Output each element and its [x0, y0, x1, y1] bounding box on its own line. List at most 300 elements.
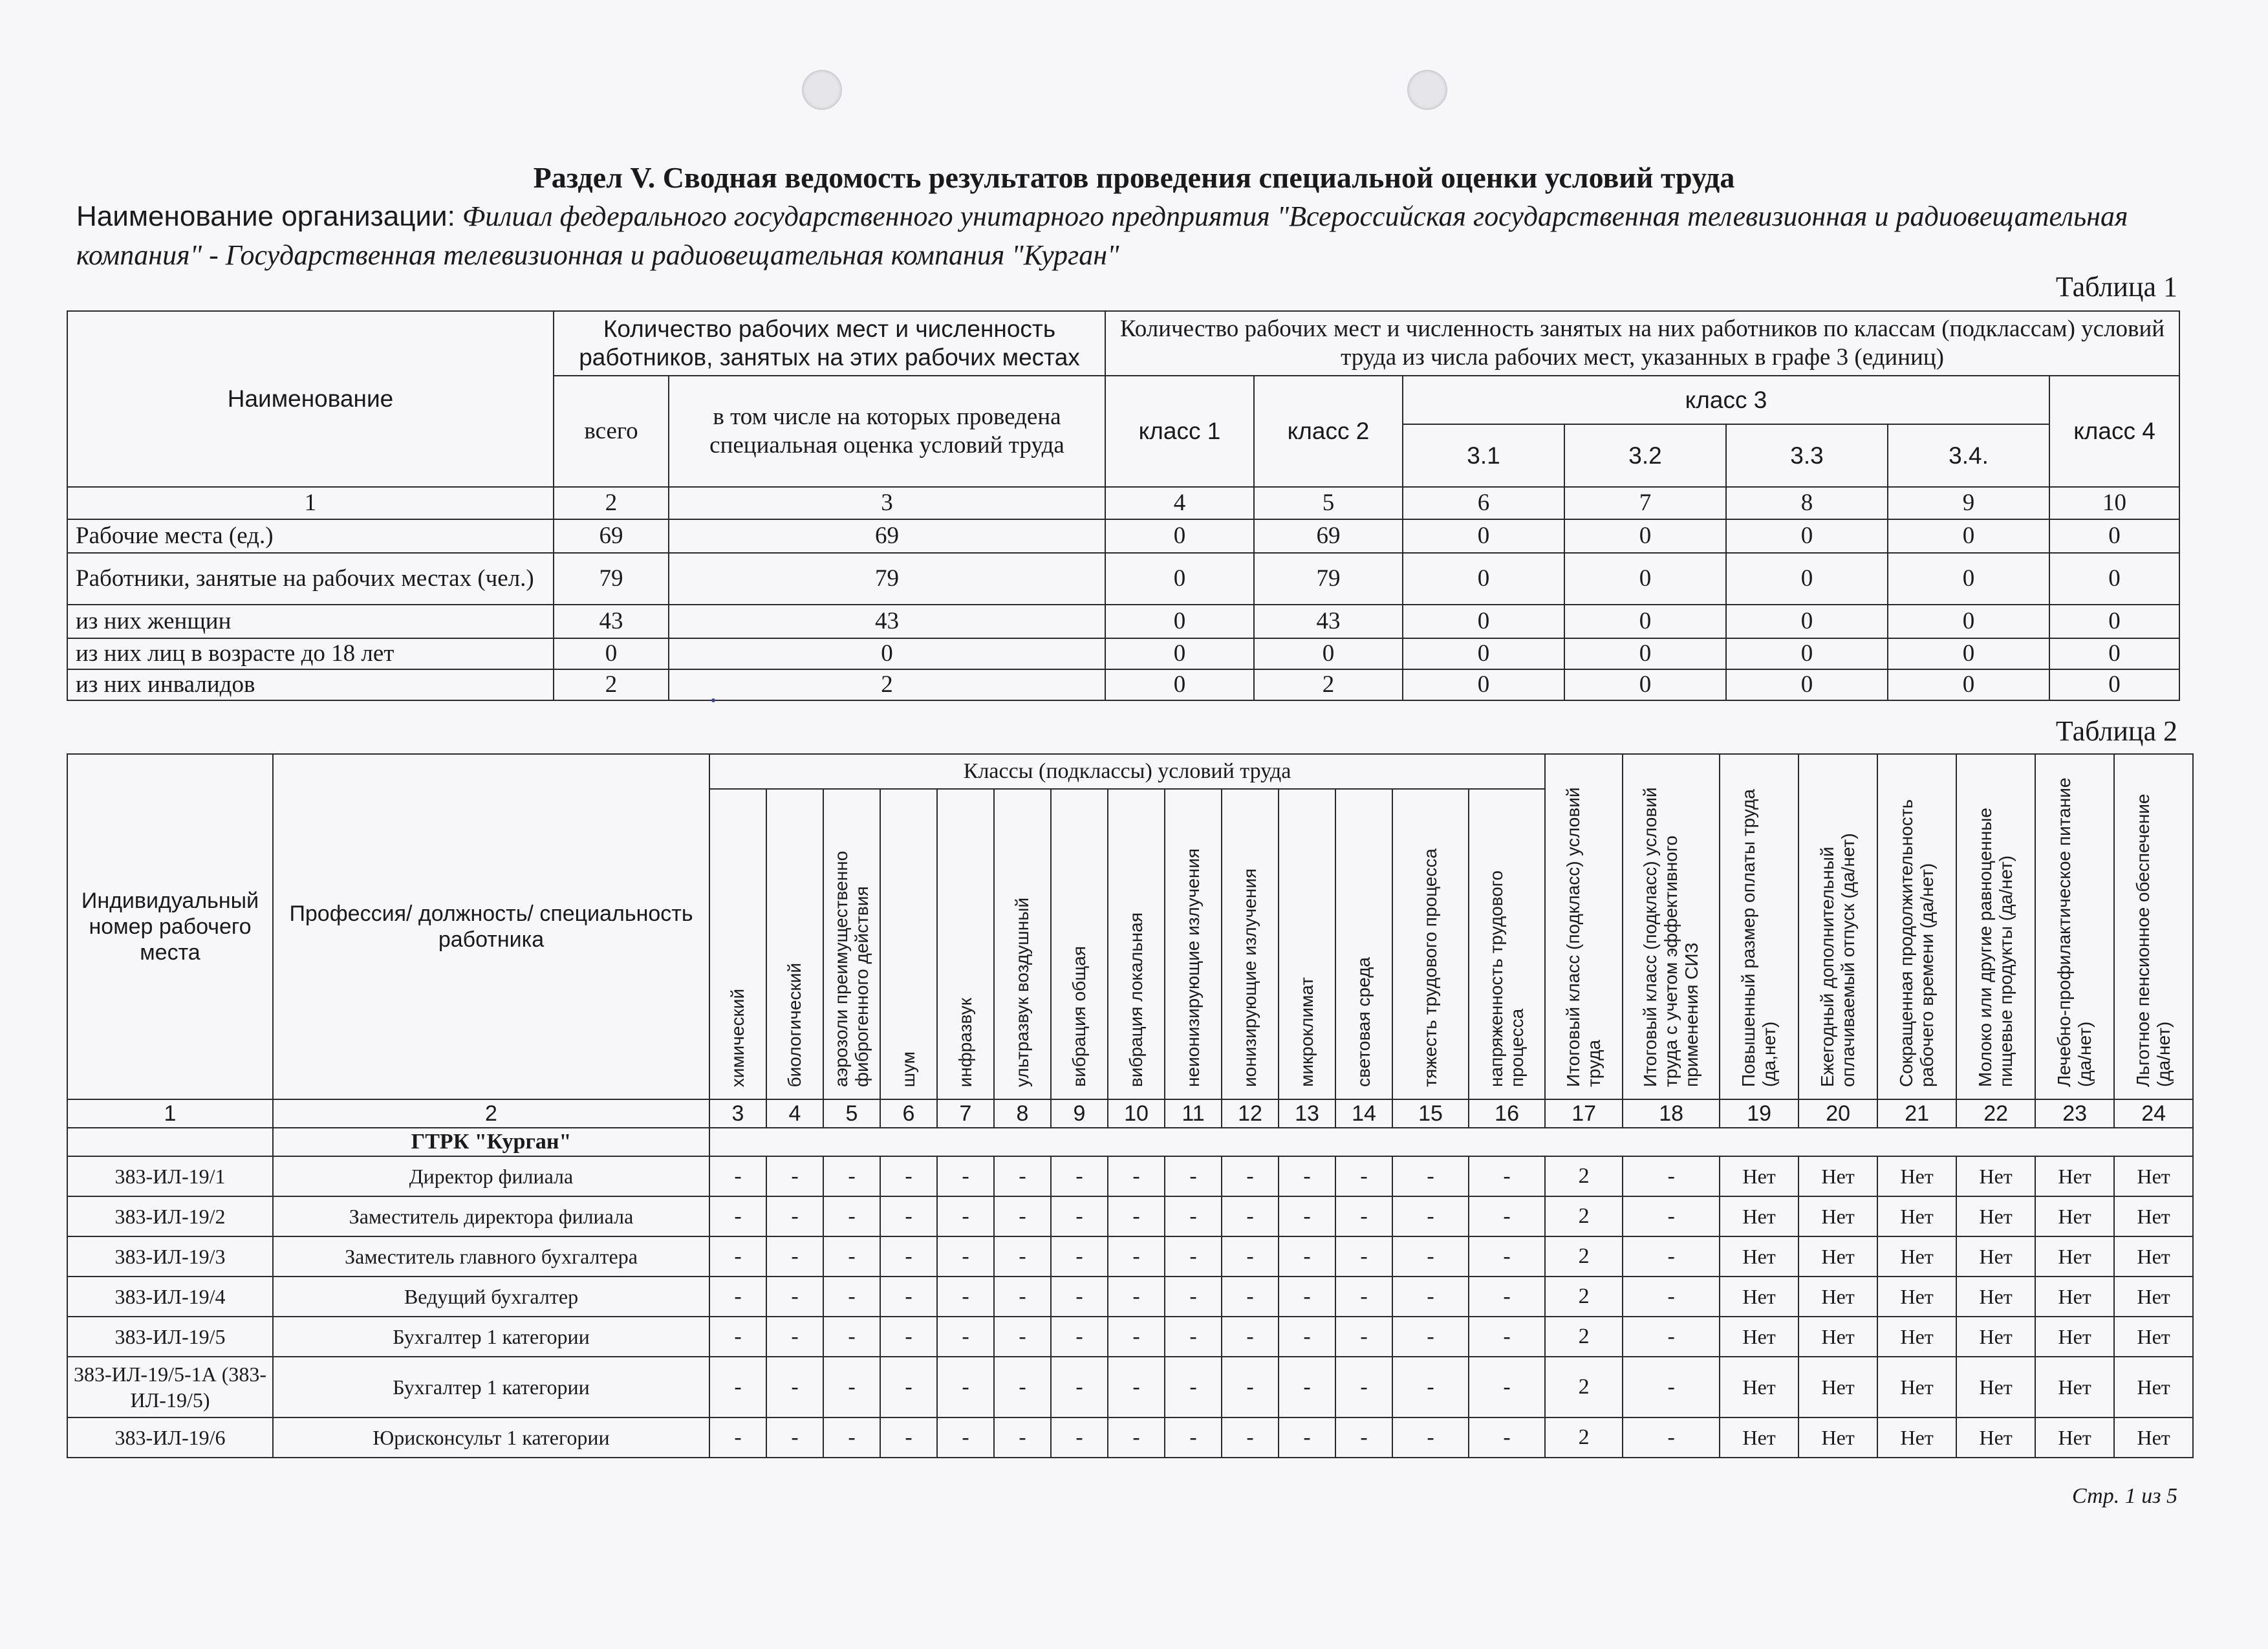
organization-name: Филиал федерального государственного унитарного предприятия "Всероссийская государственная телевизионная и радиовещательная компания" - Государственная телевизионная и радиовещательная компания "Курган" [76, 200, 2128, 271]
t2-factor-cell: - [880, 1277, 937, 1317]
t2-factor-cell: - [880, 1156, 937, 1196]
t2-guarantee-cell: Нет [1798, 1317, 1877, 1357]
t2-row-id: 383-ИЛ-19/5-1А (383-ИЛ-19/5) [67, 1357, 273, 1417]
t2-row-profession: Заместитель директора филиала [273, 1196, 709, 1236]
t2-factor-cell: - [880, 1357, 937, 1417]
t2-factor-cell: - [1335, 1236, 1392, 1277]
t2-factor-cell: - [1222, 1196, 1279, 1236]
t2-factor-cell: - [1165, 1277, 1222, 1317]
t2-guarantee-cell: Нет [1877, 1417, 1956, 1458]
t2-factor-cell: - [880, 1236, 937, 1277]
t1-cell: 0 [1403, 669, 1564, 700]
t2-guarantee-cell: Нет [1798, 1417, 1877, 1458]
t2-colnum: 1 [67, 1099, 273, 1128]
t2-header-factor-label: химический [728, 988, 748, 1087]
t2-factor-cell: - [823, 1417, 880, 1458]
summary-table [67, 310, 2180, 701]
t2-factor-cell: - [766, 1277, 823, 1317]
t2-row-profession: Заместитель главного бухгалтера [273, 1236, 709, 1277]
t2-guarantee-cell: Нет [1798, 1196, 1877, 1236]
t1-row [67, 553, 2179, 605]
t2-header-factor [1108, 789, 1165, 1099]
t2-factor-cell: - [1335, 1277, 1392, 1317]
t2-header-profession: Профессия/ должность/ специальность работника [273, 754, 709, 1099]
t2-factor-cell: - [880, 1196, 937, 1236]
t2-factor-cell: - [1222, 1417, 1279, 1458]
t2-factor-cell: - [709, 1357, 766, 1417]
t2-final-class: 2 [1545, 1357, 1623, 1417]
t2-row [67, 1417, 2193, 1458]
t2-guarantee-cell: Нет [1720, 1357, 1798, 1417]
t2-factor-cell: - [1392, 1196, 1469, 1236]
t2-header-id: Индивидуальный номер рабочего места [67, 754, 273, 1099]
t1-cell: 0 [1888, 605, 2049, 638]
t2-header-factor-label: инфразвук [955, 997, 975, 1087]
t2-factor-cell: - [994, 1357, 1051, 1417]
t2-header-factor [1279, 789, 1335, 1099]
t2-final-class-siz: - [1623, 1417, 1720, 1458]
t1-cell: 0 [1888, 519, 2049, 553]
t2-header-factor-label: аэрозоли преимущественно фиброгенного действия [831, 850, 872, 1087]
t2-factor-cell: - [880, 1417, 937, 1458]
t2-factor-cell: - [937, 1317, 994, 1357]
t1-cell: 0 [2049, 638, 2179, 669]
t2-factor-cell: - [1469, 1196, 1545, 1236]
t2-header-factor-label: шум [898, 1051, 918, 1087]
punch-hole-right [1407, 70, 1447, 110]
t1-cell: 0 [1726, 638, 1888, 669]
t2-header-factor-label: ультразвук воздушный [1012, 898, 1032, 1087]
t2-factor-cell: - [1051, 1317, 1108, 1357]
t2-guarantee-cell: Нет [1798, 1357, 1877, 1417]
t2-header-factor [1335, 789, 1392, 1099]
t2-guarantee-cell: Нет [2114, 1236, 2193, 1277]
t2-header-factor [1469, 789, 1545, 1099]
t2-factor-cell: - [709, 1196, 766, 1236]
t2-factor-cell: - [1222, 1236, 1279, 1277]
t1-cell: 0 [1105, 519, 1254, 553]
t1-cell: 0 [669, 638, 1105, 669]
t2-header-factor [1165, 789, 1222, 1099]
t2-factor-cell: - [1051, 1156, 1108, 1196]
t2-colnum: 18 [1623, 1099, 1720, 1128]
t1-row-name: из них лиц в возрасте до 18 лет [67, 638, 554, 669]
t2-row [67, 1156, 2193, 1196]
t1-cell: 0 [1403, 553, 1564, 605]
t2-factor-cell: - [766, 1417, 823, 1458]
t2-header-factor-label: микроклимат [1297, 977, 1317, 1087]
t2-final-class: 2 [1545, 1417, 1623, 1458]
t1-row-name: из них женщин [67, 605, 554, 638]
t2-row-id: 383-ИЛ-19/1 [67, 1156, 273, 1196]
t2-row-id: 383-ИЛ-19/4 [67, 1277, 273, 1317]
t1-cell: 79 [1254, 553, 1403, 605]
t2-guarantee-cell: Нет [1720, 1317, 1798, 1357]
t2-factor-cell: - [1335, 1357, 1392, 1417]
t2-factor-cell: - [1469, 1236, 1545, 1277]
t1-cell: 43 [669, 605, 1105, 638]
t2-factor-cell: - [1279, 1417, 1335, 1458]
t2-row [67, 1236, 2193, 1277]
t1-cell: 0 [2049, 519, 2179, 553]
t1-cell: 0 [554, 638, 669, 669]
t2-row [67, 1317, 2193, 1357]
t1-row-name: Работники, занятые на рабочих местах (чел.) [67, 553, 554, 605]
t2-factor-cell: - [994, 1317, 1051, 1357]
t2-colnum: 8 [994, 1099, 1051, 1128]
t2-final-class-siz: - [1623, 1236, 1720, 1277]
t2-final-class-siz: - [1623, 1317, 1720, 1357]
t1-cell: 0 [2049, 553, 2179, 605]
t2-factor-cell: - [994, 1236, 1051, 1277]
t2-guarantee-cell: Нет [1720, 1156, 1798, 1196]
t2-row-id: 383-ИЛ-19/6 [67, 1417, 273, 1458]
t1-colnum: 8 [1726, 487, 1888, 519]
t1-cell: 0 [1105, 553, 1254, 605]
t2-factor-cell: - [766, 1357, 823, 1417]
t2-colnum: 2 [273, 1099, 709, 1128]
t1-header-3-2: 3.2 [1564, 424, 1726, 487]
t1-cell: 0 [1888, 638, 2049, 669]
t2-header-extra [1877, 754, 1956, 1099]
t2-colnum: 10 [1108, 1099, 1165, 1128]
t2-final-class: 2 [1545, 1277, 1623, 1317]
t2-factor-cell: - [823, 1317, 880, 1357]
t1-cell: 79 [554, 553, 669, 605]
t2-factor-cell: - [1279, 1236, 1335, 1277]
t1-cell: 0 [1105, 605, 1254, 638]
t1-colnum: 2 [554, 487, 669, 519]
t2-factor-cell: - [766, 1156, 823, 1196]
t2-row-id: 383-ИЛ-19/2 [67, 1196, 273, 1236]
t1-header-3-1: 3.1 [1403, 424, 1564, 487]
t2-factor-cell: - [1392, 1236, 1469, 1277]
t2-factor-cell: - [1165, 1417, 1222, 1458]
t2-guarantee-cell: Нет [1956, 1156, 2035, 1196]
t2-guarantee-cell: Нет [1720, 1236, 1798, 1277]
t2-guarantee-cell: Нет [1877, 1317, 1956, 1357]
t2-header-extra [2114, 754, 2193, 1099]
t1-cell: 43 [1254, 605, 1403, 638]
section-title: Раздел V. Сводная ведомость результатов проведения специальной оценки условий труда [533, 161, 1735, 194]
t2-factor-cell: - [823, 1196, 880, 1236]
t1-cell: 0 [1105, 669, 1254, 700]
t2-factor-cell: - [1392, 1417, 1469, 1458]
t2-guarantee-cell: Нет [2035, 1277, 2114, 1317]
t1-cell: 2 [1254, 669, 1403, 700]
t1-header-classes: Количество рабочих мест и численность занятых на них работников по классам (подклассам) условий труда из числа рабочих мест, указанных в графе 3 (единиц) [1105, 311, 2179, 376]
t1-header-3-4: 3.4. [1888, 424, 2049, 487]
t2-header-extra [1720, 754, 1798, 1099]
t2-factor-cell: - [937, 1417, 994, 1458]
t2-factor-cell: - [709, 1156, 766, 1196]
t2-header-factor-label: тяжесть трудового процесса [1420, 848, 1440, 1087]
t1-colnum: 1 [67, 487, 554, 519]
t1-colnum: 6 [1403, 487, 1564, 519]
t2-factor-cell: - [1469, 1357, 1545, 1417]
t2-factor-cell: - [823, 1277, 880, 1317]
t2-factor-cell: - [1165, 1196, 1222, 1236]
t2-guarantee-cell: Нет [2114, 1196, 2193, 1236]
t2-header-factor [1051, 789, 1108, 1099]
t2-factor-cell: - [1108, 1196, 1165, 1236]
t1-cell: 0 [1564, 669, 1726, 700]
t2-factor-cell: - [709, 1317, 766, 1357]
t1-cell: 0 [1726, 553, 1888, 605]
t1-header-class4: класс 4 [2049, 376, 2179, 487]
t2-header-factor [880, 789, 937, 1099]
t1-cell: 0 [1105, 638, 1254, 669]
t2-header-factor-label: световая среда [1354, 957, 1374, 1087]
t2-row-profession: Директор филиала [273, 1156, 709, 1196]
t2-row-profession: Бухгалтер 1 категории [273, 1317, 709, 1357]
t2-group-row: ГТРК "Курган" [273, 1128, 709, 1156]
t1-row [67, 519, 2179, 553]
t2-guarantee-cell: Нет [2114, 1417, 2193, 1458]
t2-factor-cell: - [1392, 1357, 1469, 1417]
t2-factor-cell: - [1469, 1277, 1545, 1317]
t2-header-extra-label: Повышенный размер оплаты труда (да,нет) [1738, 789, 1780, 1087]
t2-guarantee-cell: Нет [1720, 1417, 1798, 1458]
t2-row [67, 1196, 2193, 1236]
t2-header-factor [994, 789, 1051, 1099]
t2-factor-cell: - [823, 1357, 880, 1417]
t2-colnum: 19 [1720, 1099, 1798, 1128]
t2-guarantee-cell: Нет [2035, 1417, 2114, 1458]
page-number: Стр. 1 из 5 [2072, 1484, 2177, 1508]
t2-guarantee-cell: Нет [2035, 1317, 2114, 1357]
t2-header-factor [823, 789, 880, 1099]
t2-header-extra [1545, 754, 1623, 1099]
t1-cell: 0 [1726, 605, 1888, 638]
t1-header-sout: в том числе на которых проведена специальная оценка условий труда [669, 376, 1105, 487]
t2-header-factor-label: напряженность трудового процесса [1486, 870, 1528, 1087]
t2-header-extra-label: Льготное пенсионное обеспечение (да/нет) [2133, 793, 2174, 1087]
t2-factor-cell: - [1051, 1277, 1108, 1317]
t2-final-class-siz: - [1623, 1156, 1720, 1196]
t2-factor-cell: - [1051, 1196, 1108, 1236]
t1-cell: 0 [1726, 669, 1888, 700]
t2-factor-cell: - [1335, 1156, 1392, 1196]
t2-factor-cell: - [1108, 1277, 1165, 1317]
t2-factor-cell: - [823, 1236, 880, 1277]
t2-guarantee-cell: Нет [1798, 1156, 1877, 1196]
t2-guarantee-cell: Нет [2035, 1156, 2114, 1196]
t2-factor-cell: - [994, 1417, 1051, 1458]
t2-guarantee-cell: Нет [1720, 1196, 1798, 1236]
t2-guarantee-cell: Нет [1956, 1196, 2035, 1236]
t1-cell: 79 [669, 553, 1105, 605]
t2-factor-cell: - [1392, 1277, 1469, 1317]
table1-caption: Таблица 1 [2055, 271, 2177, 303]
t2-header-classes: Классы (подклассы) условий труда [709, 754, 1545, 789]
t2-guarantee-cell: Нет [1720, 1277, 1798, 1317]
t2-colnum: 13 [1279, 1099, 1335, 1128]
t1-row-name: Рабочие места (ед.) [67, 519, 554, 553]
t2-guarantee-cell: Нет [1877, 1357, 1956, 1417]
t2-column-numbers [67, 1099, 2193, 1128]
t1-cell: 0 [1403, 605, 1564, 638]
t2-guarantee-cell: Нет [2035, 1357, 2114, 1417]
t1-colnum: 10 [2049, 487, 2179, 519]
t1-cell: 43 [554, 605, 669, 638]
t2-header-extra-label: Ежегодный дополнительный оплачиваемый отпуск (да/нет) [1817, 833, 1859, 1087]
t2-factor-cell: - [937, 1357, 994, 1417]
t2-guarantee-cell: Нет [1877, 1196, 1956, 1236]
t2-final-class-siz: - [1623, 1357, 1720, 1417]
t2-guarantee-cell: Нет [2114, 1277, 2193, 1317]
t1-colnum: 4 [1105, 487, 1254, 519]
t2-factor-cell: - [1222, 1317, 1279, 1357]
t2-colnum: 20 [1798, 1099, 1877, 1128]
t2-final-class-siz: - [1623, 1196, 1720, 1236]
workplaces-table [67, 753, 2194, 1458]
t1-header-class2: класс 2 [1254, 376, 1403, 487]
t2-guarantee-cell: Нет [1956, 1357, 2035, 1417]
t2-final-class: 2 [1545, 1236, 1623, 1277]
t2-header-factor [1392, 789, 1469, 1099]
organization-label: Наименование организации: [76, 200, 455, 232]
t1-row [67, 638, 2179, 669]
t1-cell: 0 [1564, 553, 1726, 605]
t2-header-extra [2035, 754, 2114, 1099]
t2-factor-cell: - [1108, 1156, 1165, 1196]
t1-cell: 0 [1254, 638, 1403, 669]
t2-factor-cell: - [709, 1236, 766, 1277]
t2-guarantee-cell: Нет [1798, 1236, 1877, 1277]
t2-colnum: 9 [1051, 1099, 1108, 1128]
t2-header-extra-label: Итоговый класс (подкласс) условий труда [1563, 787, 1604, 1087]
t1-cell: 0 [1564, 638, 1726, 669]
t2-factor-cell: - [766, 1317, 823, 1357]
t2-factor-cell: - [1279, 1196, 1335, 1236]
t2-factor-cell: - [1165, 1357, 1222, 1417]
t2-header-extra [1623, 754, 1720, 1099]
t2-factor-cell: - [1108, 1317, 1165, 1357]
t2-guarantee-cell: Нет [2035, 1196, 2114, 1236]
organization-line [76, 197, 2185, 275]
t2-colnum: 23 [2035, 1099, 2114, 1128]
t1-cell: 0 [1403, 638, 1564, 669]
t2-header-factor [937, 789, 994, 1099]
t1-cell: 0 [1888, 669, 2049, 700]
t2-colnum: 5 [823, 1099, 880, 1128]
t2-row [67, 1357, 2193, 1417]
t2-guarantee-cell: Нет [2114, 1357, 2193, 1417]
t2-colnum: 6 [880, 1099, 937, 1128]
t2-row-id: 383-ИЛ-19/3 [67, 1236, 273, 1277]
t1-header-count: Количество рабочих мест и численность работников, занятых на этих рабочих местах [554, 311, 1105, 376]
t2-colnum: 17 [1545, 1099, 1623, 1128]
t1-header-class1: класс 1 [1105, 376, 1254, 487]
t2-factor-cell: - [1279, 1357, 1335, 1417]
t2-header-extra [1798, 754, 1877, 1099]
t2-guarantee-cell: Нет [2114, 1156, 2193, 1196]
t2-factor-cell: - [709, 1417, 766, 1458]
t2-factor-cell: - [937, 1277, 994, 1317]
t2-factor-cell: - [1051, 1236, 1108, 1277]
t2-factor-cell: - [1279, 1156, 1335, 1196]
t2-header-extra-label: Молоко или другие равноценные пищевые продукты (да/нет) [1975, 808, 2016, 1087]
t2-header-factor-label: вибрация общая [1069, 946, 1089, 1087]
t2-final-class: 2 [1545, 1196, 1623, 1236]
t2-factor-cell: - [1051, 1417, 1108, 1458]
t2-factor-cell: - [1108, 1357, 1165, 1417]
t2-guarantee-cell: Нет [1877, 1277, 1956, 1317]
t2-final-class-siz: - [1623, 1277, 1720, 1317]
t2-factor-cell: - [1469, 1156, 1545, 1196]
t2-factor-cell: - [1222, 1357, 1279, 1417]
t1-header-3-3: 3.3 [1726, 424, 1888, 487]
t2-factor-cell: - [1165, 1236, 1222, 1277]
t2-factor-cell: - [1335, 1317, 1392, 1357]
t2-factor-cell: - [1051, 1357, 1108, 1417]
t2-colnum: 7 [937, 1099, 994, 1128]
t2-guarantee-cell: Нет [1956, 1277, 2035, 1317]
t1-row-name: из них инвалидов [67, 669, 554, 700]
t2-factor-cell: - [1279, 1277, 1335, 1317]
t2-guarantee-cell: Нет [1798, 1277, 1877, 1317]
t2-guarantee-cell: Нет [1956, 1236, 2035, 1277]
t2-factor-cell: - [1108, 1417, 1165, 1458]
t2-factor-cell: - [1222, 1156, 1279, 1196]
t2-factor-cell: - [994, 1196, 1051, 1236]
t1-cell: 0 [1403, 519, 1564, 553]
t2-header-extra-label: Лечебно-профилактическое питание (да/нет) [2054, 777, 2095, 1087]
t1-colnum: 5 [1254, 487, 1403, 519]
t2-row-profession: Ведущий бухгалтер [273, 1277, 709, 1317]
t2-factor-cell: - [1165, 1156, 1222, 1196]
t1-colnum: 7 [1564, 487, 1726, 519]
t2-guarantee-cell: Нет [1877, 1156, 1956, 1196]
t1-cell: 0 [2049, 669, 2179, 700]
t2-factor-cell: - [1108, 1236, 1165, 1277]
t1-header-class3: класс 3 [1403, 376, 2049, 424]
t2-row [67, 1277, 2193, 1317]
t1-column-numbers [67, 487, 2179, 519]
t2-factor-cell: - [1392, 1156, 1469, 1196]
t2-final-class: 2 [1545, 1317, 1623, 1357]
t2-colnum: 21 [1877, 1099, 1956, 1128]
t2-factor-cell: - [937, 1196, 994, 1236]
t2-row-id: 383-ИЛ-19/5 [67, 1317, 273, 1357]
t1-cell: 69 [669, 519, 1105, 553]
t2-factor-cell: - [994, 1156, 1051, 1196]
t2-colnum: 24 [2114, 1099, 2193, 1128]
ink-dot [711, 698, 715, 702]
t2-header-factor-label: неионизирующие излучения [1183, 848, 1203, 1087]
t1-cell: 0 [1888, 553, 2049, 605]
t2-colnum: 22 [1956, 1099, 2035, 1128]
t1-cell: 2 [669, 669, 1105, 700]
t2-factor-cell: - [766, 1196, 823, 1236]
t2-colnum: 14 [1335, 1099, 1392, 1128]
t1-colnum: 3 [669, 487, 1105, 519]
t2-colnum: 16 [1469, 1099, 1545, 1128]
t2-header-extra-label: Итоговый класс (подкласс) условий труда с учетом эффективного применения СИЗ [1640, 787, 1702, 1087]
t2-header-factor-label: вибрация локальная [1126, 912, 1146, 1087]
t2-final-class: 2 [1545, 1156, 1623, 1196]
t2-factor-cell: - [1279, 1317, 1335, 1357]
t2-factor-cell: - [709, 1277, 766, 1317]
t2-factor-cell: - [880, 1317, 937, 1357]
t1-row [67, 605, 2179, 638]
t2-row-profession: Юрисконсульт 1 категории [273, 1417, 709, 1458]
t2-header-factor-label: ионизирующие излучения [1240, 868, 1260, 1087]
t2-factor-cell: - [937, 1156, 994, 1196]
t2-colnum: 4 [766, 1099, 823, 1128]
t2-guarantee-cell: Нет [2035, 1236, 2114, 1277]
